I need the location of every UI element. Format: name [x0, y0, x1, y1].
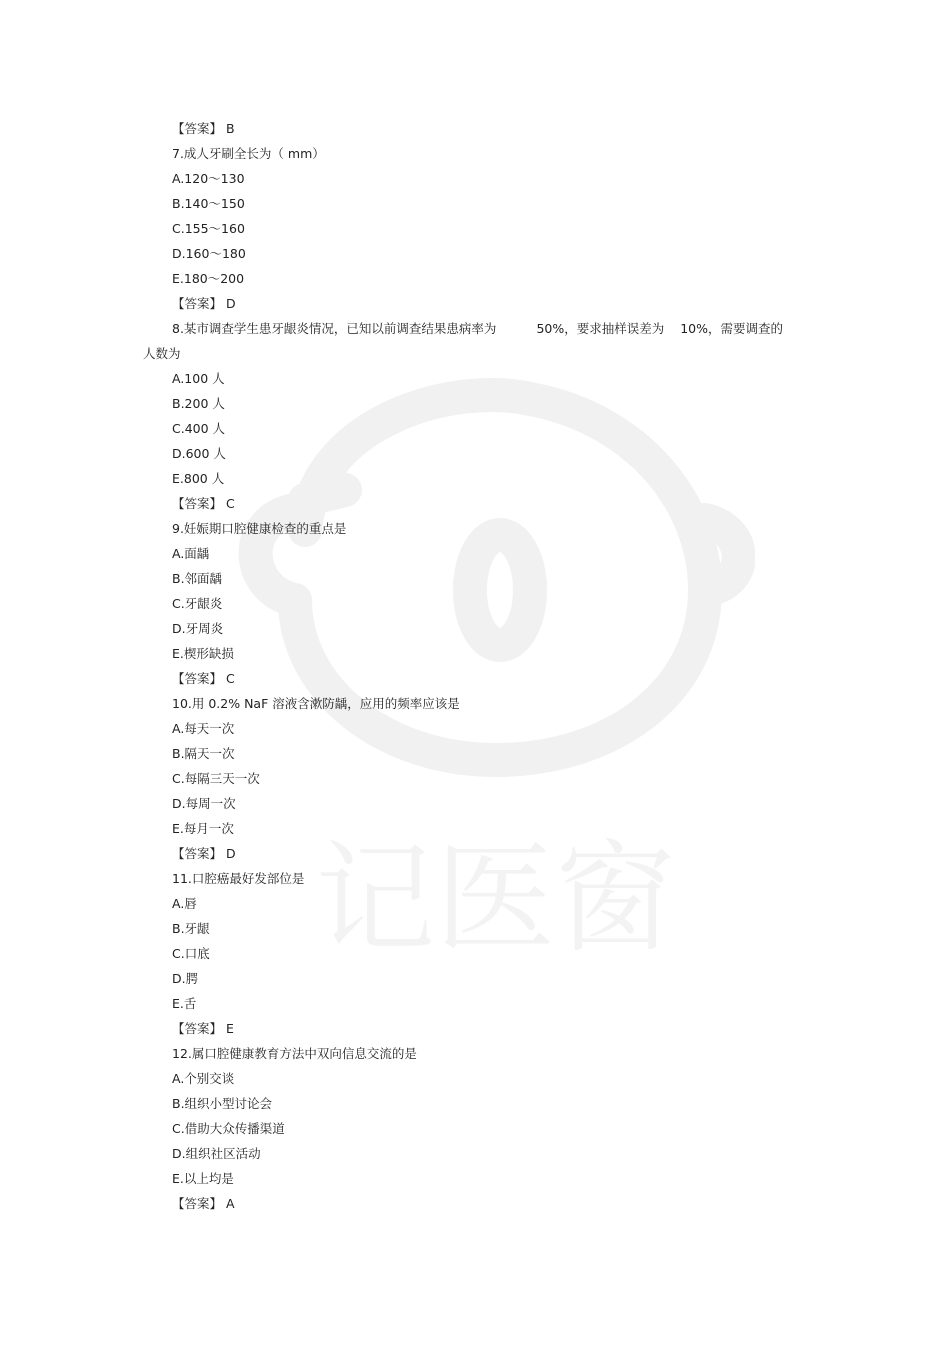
answer-line: 【答案】 E	[172, 1021, 234, 1036]
option-line: D.组织社区活动	[172, 1146, 261, 1161]
answer-line: 【答案】 D	[172, 296, 236, 311]
option-line: C.155～160	[172, 221, 245, 236]
option-line: B.邻面龋	[172, 571, 223, 586]
question-line: 11.口腔癌最好发部位是	[172, 871, 305, 886]
option-line: C.每隔三天一次	[172, 771, 260, 786]
question-line: 12.属口腔健康教育方法中双向信息交流的是	[172, 1046, 417, 1061]
option-line: A.120～130	[172, 171, 245, 186]
answer-line: 【答案】 D	[172, 846, 236, 861]
watermark-text: 记医窗	[315, 830, 675, 960]
option-line: D.160～180	[172, 246, 246, 261]
option-line: B.隔天一次	[172, 746, 235, 761]
option-line: E.每月一次	[172, 821, 234, 836]
answer-line: 【答案】 B	[172, 121, 235, 136]
option-line: C.牙龈炎	[172, 596, 223, 611]
question-line: 10.用 0.2% NaF 溶液含漱防龋，应用的频率应该是	[172, 696, 460, 711]
option-line: E.800 人	[172, 471, 225, 486]
question-line: 9.妊娠期口腔健康检查的重点是	[172, 521, 347, 536]
question-line	[0, 316, 950, 341]
option-line: C.口底	[172, 946, 210, 961]
question-text-part: 50%，要求抽样误差为	[536, 321, 665, 336]
option-line: B.200 人	[172, 396, 225, 411]
answer-line: 【答案】 C	[172, 671, 235, 686]
option-line: E.180～200	[172, 271, 245, 286]
option-line: E.以上均是	[172, 1171, 234, 1186]
option-line: A.每天一次	[172, 721, 235, 736]
option-line: D.600 人	[172, 446, 226, 461]
option-line: A.100 人	[172, 371, 225, 386]
option-line: D.牙周炎	[172, 621, 224, 636]
option-line: A.唇	[172, 896, 197, 911]
answer-line: 【答案】 C	[172, 496, 235, 511]
option-line: D.每周一次	[172, 796, 236, 811]
question-continuation-line: 人数为	[143, 346, 181, 361]
option-line: C.400 人	[172, 421, 226, 436]
option-line: B.组织小型讨论会	[172, 1096, 273, 1111]
option-line: E.舌	[172, 996, 197, 1011]
option-line: E.楔形缺损	[172, 646, 234, 661]
option-line: B.牙龈	[172, 921, 210, 936]
question-list	[0, 116, 950, 1216]
option-line: B.140～150	[172, 196, 245, 211]
option-line: C.借助大众传播渠道	[172, 1121, 285, 1136]
option-line: A.面龋	[172, 546, 210, 561]
option-line: A.个别交谈	[172, 1071, 235, 1086]
question-text-part: 10%，需要调查的	[680, 321, 784, 336]
question-text-part: 8.某市调查学生患牙龈炎情况，已知以前调查结果患病率为	[172, 321, 497, 336]
answer-line: 【答案】 A	[172, 1196, 235, 1211]
option-line: D.腭	[172, 971, 199, 986]
question-line: 7.成人牙刷全长为（ mm）	[172, 146, 325, 161]
